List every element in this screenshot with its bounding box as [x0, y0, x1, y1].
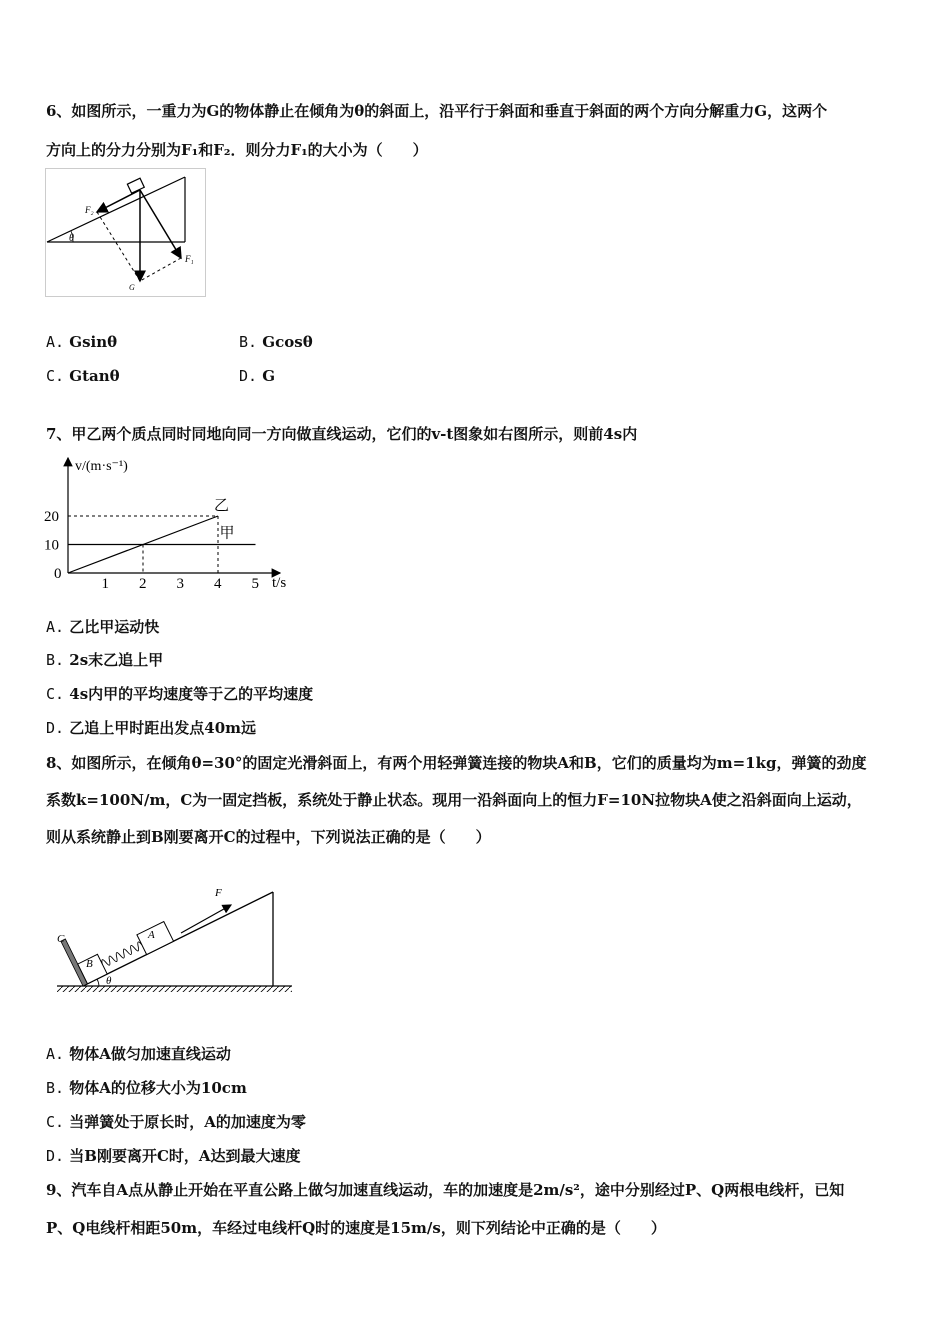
q8-label-theta: θ — [106, 975, 112, 987]
q7-x-tick-label: 4 — [214, 576, 222, 592]
q8-option-b[interactable] — [46, 1078, 247, 1098]
option-label: D. — [46, 719, 65, 737]
q8-spring — [101, 941, 144, 968]
option-label: D. — [239, 367, 258, 385]
q7-x-tick-label: 2 — [139, 576, 147, 592]
option-text: Gcosθ — [262, 333, 313, 351]
q8-label-a: A — [148, 929, 155, 941]
option-label: C. — [46, 685, 65, 703]
q8-angle-arc — [97, 979, 99, 986]
option-label: C. — [46, 1113, 65, 1131]
q6-option-c[interactable] — [46, 366, 120, 386]
q7-option-a[interactable] — [46, 617, 159, 637]
option-label: B. — [239, 333, 258, 351]
option-text: 2s末乙追上甲 — [69, 651, 164, 669]
option-text: G — [262, 367, 276, 385]
q7-xlabel: t/s — [272, 575, 287, 591]
q6-stem-line1: 6、如图所示，一重力为G的物体静止在倾角为θ的斜面上，沿平行于斜面和垂直于斜面的两个方向分解重力G，这两个 — [46, 102, 828, 120]
option-label: B. — [46, 1079, 65, 1097]
q6-label-g: G — [129, 283, 135, 292]
q8-arrow-f — [181, 905, 231, 933]
option-text: 物体A做匀加速直线运动 — [69, 1045, 231, 1063]
q6-option-a[interactable] — [46, 332, 117, 352]
q8-incline-figure — [55, 880, 300, 1000]
option-text: Gtanθ — [69, 367, 120, 385]
q7-option-b[interactable] — [46, 650, 163, 670]
q7-y-tick-label: 10 — [44, 537, 59, 554]
q8-stem-line1: 8、如图所示，在倾角θ=30°的固定光滑斜面上，有两个用轻弹簧连接的物块A和B，它们的质量均为m=1kg，弹簧的劲度 — [46, 754, 867, 772]
q6-label-theta: θ — [69, 233, 74, 244]
q6-incline-figure — [45, 168, 207, 298]
option-label: D. — [46, 1147, 65, 1165]
q7-option-c[interactable] — [46, 684, 313, 704]
q7-option-d[interactable] — [46, 718, 256, 738]
q8-label-c: C — [57, 933, 65, 945]
q7-x-tick-label: 1 — [101, 576, 109, 592]
q7-x-tick-label: 3 — [176, 576, 184, 592]
q6-dashed-2 — [140, 258, 181, 281]
option-label: A. — [46, 1045, 65, 1063]
option-text: 乙追上甲时距出发点40m远 — [69, 719, 257, 737]
q6-incline-line — [47, 177, 185, 242]
option-text: Gsinθ — [69, 333, 118, 351]
q6-label-f2: F₂ — [85, 205, 94, 215]
q6-block — [127, 178, 144, 193]
option-label: C. — [46, 367, 65, 385]
q6-arrow-f1 — [140, 190, 181, 258]
q7-x-tick-label: 5 — [251, 576, 259, 592]
q6-dashed-1 — [97, 212, 140, 281]
q7-vt-chart — [40, 450, 300, 600]
q8-label-b: B — [86, 958, 93, 970]
option-text: 物体A的位移大小为10cm — [69, 1079, 247, 1097]
q7-series-jia-label: 甲 — [219, 525, 235, 542]
q7-origin-label: 0 — [54, 566, 62, 582]
option-label: A. — [46, 333, 65, 351]
option-text: 当弹簧处于原长时，A的加速度为零 — [69, 1113, 306, 1131]
q8-option-a[interactable] — [46, 1044, 231, 1064]
q8-option-c[interactable] — [46, 1112, 306, 1132]
q6-stem-line2: 方向上的分力分别为F₁和F₂．则分力F₁的大小为（ ） — [46, 141, 428, 159]
q7-y-tick-label: 20 — [44, 509, 59, 525]
q9-stem-line1: 9、汽车自A点从静止开始在平直公路上做匀加速直线运动，车的加速度是2m/s²，途中分别经过P、Q两根电线杆，已知 — [46, 1181, 845, 1199]
q8-label-f: F — [215, 887, 222, 899]
q7-series-yi-label: 乙 — [214, 498, 230, 514]
option-text: 当B刚要离开C时，A达到最大速度 — [69, 1147, 301, 1165]
option-text: 4s内甲的平均速度等于乙的平均速度 — [69, 685, 314, 703]
q7-ylabel: v/(m·s⁻¹) — [75, 459, 128, 474]
option-text: 乙比甲运动快 — [69, 618, 160, 636]
option-label: B. — [46, 651, 65, 669]
q8-stem-line2: 系数k=100N/m，C为一固定挡板，系统处于静止状态。现用一沿斜面向上的恒力F=10N拉物块A使之沿斜面向上运动， — [46, 791, 862, 809]
q8-ground-hatch — [57, 986, 292, 992]
q6-option-d[interactable] — [239, 366, 275, 386]
q8-incline-line — [83, 892, 273, 986]
option-label: A. — [46, 618, 65, 636]
q8-stem-line3: 则从系统静止到B刚要离开C的过程中，下列说法正确的是（ ） — [46, 828, 491, 846]
q6-option-b[interactable] — [239, 332, 313, 352]
q8-option-d[interactable] — [46, 1146, 301, 1166]
q6-label-f1: F₁ — [185, 254, 194, 264]
q9-stem-line2: P、Q电线杆相距50m，车经过电线杆Q时的速度是15m/s，则下列结论中正确的是（ ） — [46, 1219, 666, 1237]
q7-stem-line1: 7、甲乙两个质点同时同地向同一方向做直线运动，它们的v-t图象如右图所示，则前4s内 — [46, 425, 638, 443]
q8-block-a — [137, 922, 174, 955]
